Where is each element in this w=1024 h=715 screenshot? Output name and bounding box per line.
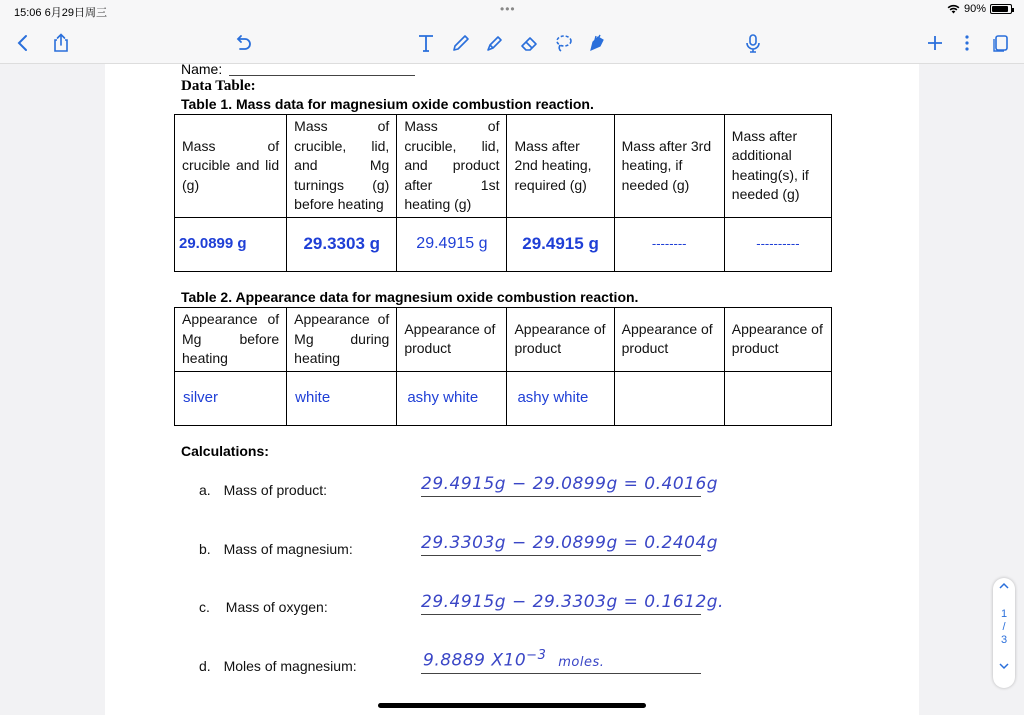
more-options-icon[interactable] — [954, 30, 980, 56]
table2-value-cell — [724, 371, 831, 425]
calc-letter: d. — [199, 658, 211, 674]
name-underline — [229, 75, 415, 76]
battery-icon — [990, 4, 1012, 14]
answer-underline — [421, 614, 701, 615]
add-icon[interactable] — [922, 30, 948, 56]
handwritten-answer: 29.4915g − 29.3303g = 0.1612g. — [421, 592, 724, 612]
answer-underline — [421, 496, 701, 497]
status-time: 15:06 6月29日周三 — [14, 7, 107, 19]
table2-value-cell: silver — [175, 371, 287, 425]
name-label: Name: — [181, 64, 223, 77]
shapes-tool-icon[interactable] — [584, 30, 610, 56]
table1-header-row — [175, 115, 832, 218]
page-up-chevron-icon[interactable] — [993, 581, 1015, 594]
table1-value-cell: 29.4915 g — [397, 217, 507, 271]
calc-label: Mass of product: — [223, 482, 328, 498]
handwritten-answer: 29.4915g − 29.0899g = 0.4016g — [421, 474, 719, 494]
data-table-heading: Data Table: — [181, 78, 256, 94]
table2-value-cell: ashy white — [397, 371, 507, 425]
mass-data-table — [174, 114, 832, 272]
calc-letter: c. — [199, 599, 210, 615]
table1-value-cell: 29.3303 g — [287, 217, 397, 271]
table2-header-row — [175, 308, 832, 372]
table1-value-row — [175, 217, 832, 271]
calc-label: Mass of magnesium: — [223, 541, 353, 557]
appearance-data-table — [174, 307, 832, 426]
total-pages: 3 — [1000, 634, 1008, 646]
home-indicator[interactable] — [378, 703, 646, 708]
microphone-icon[interactable] — [740, 30, 766, 56]
table2-header-cell: Appearance of Mg during heating — [287, 308, 397, 372]
page-indicator — [993, 608, 1015, 647]
table1-header-cell: Mass after additional heating(s), if needed (g) — [724, 115, 831, 218]
table2-header-cell: Appearance of product — [397, 308, 507, 372]
table1-header-cell: Mass after 2nd heating, required (g) — [507, 115, 614, 218]
toolbar — [0, 22, 1024, 64]
page-navigator[interactable] — [993, 578, 1015, 688]
answer-underline — [421, 673, 701, 674]
multitasking-dots-icon[interactable]: ••• — [500, 2, 516, 16]
table1-caption: Table 1. Mass data for magnesium oxide combustion reaction. — [181, 96, 594, 112]
calc-letter: b. — [199, 541, 211, 557]
table2-header-cell: Appearance of product — [507, 308, 614, 372]
table2-value-cell: white — [287, 371, 397, 425]
wifi-icon — [947, 4, 960, 14]
pen-tool-icon[interactable] — [448, 30, 474, 56]
handwritten-exponent: −3 — [526, 648, 547, 663]
calc-label: Moles of magnesium: — [223, 658, 357, 674]
battery-percent: 90% — [963, 3, 986, 15]
status-right — [947, 3, 1012, 15]
table1-value-cell: 29.0899 g — [175, 217, 287, 271]
table1-header-cell: Mass after 3rd heating, if needed (g) — [614, 115, 724, 218]
table1-header-cell: Mass of crucible and lid (g) — [175, 115, 287, 218]
table2-value-cell — [614, 371, 724, 425]
undo-icon[interactable] — [230, 30, 256, 56]
table1-value-cell: ---------- — [724, 217, 831, 271]
handwritten-unit: moles. — [558, 654, 605, 670]
calc-item-mass-product — [199, 482, 327, 498]
calc-item-moles-magnesium — [199, 658, 357, 674]
table2-value-row — [175, 371, 832, 425]
share-icon[interactable] — [48, 30, 74, 56]
calc-item-mass-oxygen — [199, 599, 328, 615]
table2-value-cell: ashy white — [507, 371, 614, 425]
handwritten-answer — [423, 648, 604, 671]
handwritten-mantissa: 9.8889 X10 — [423, 650, 527, 671]
page-separator: / — [1002, 621, 1006, 633]
calculations-heading: Calculations: — [181, 443, 269, 459]
table2-header-cell: Appearance of product — [614, 308, 724, 372]
calc-letter: a. — [199, 482, 211, 498]
table1-header-cell: Mass of crucible, lid, and product after 1st heating (g) — [397, 115, 507, 218]
table1-value-cell: 29.4915 g — [507, 217, 614, 271]
handwritten-answer: 29.3303g − 29.0899g = 0.2404g — [421, 533, 719, 553]
table1-header-cell: Mass of crucible, lid, and Mg turnings (g) before heating — [287, 115, 397, 218]
highlighter-tool-icon[interactable] — [482, 30, 508, 56]
table1-value-cell: -------- — [614, 217, 724, 271]
page-down-chevron-icon[interactable] — [993, 661, 1015, 674]
table2-header-cell: Appearance of Mg before heating — [175, 308, 287, 372]
back-chevron-icon[interactable] — [10, 30, 36, 56]
text-tool-icon[interactable] — [413, 30, 439, 56]
calc-item-mass-magnesium — [199, 541, 353, 557]
table2-header-cell: Appearance of product — [724, 308, 831, 372]
table2-caption: Table 2. Appearance data for magnesium oxide combustion reaction. — [181, 289, 639, 305]
current-page: 1 — [1000, 608, 1008, 620]
lasso-tool-icon[interactable] — [550, 30, 576, 56]
status-bar — [0, 0, 1024, 22]
pages-overview-icon[interactable] — [988, 30, 1014, 56]
answer-underline — [421, 555, 701, 556]
eraser-tool-icon[interactable] — [516, 30, 542, 56]
name-field — [181, 64, 222, 77]
calc-label: Mass of oxygen: — [225, 599, 328, 615]
document-page[interactable] — [105, 64, 919, 715]
